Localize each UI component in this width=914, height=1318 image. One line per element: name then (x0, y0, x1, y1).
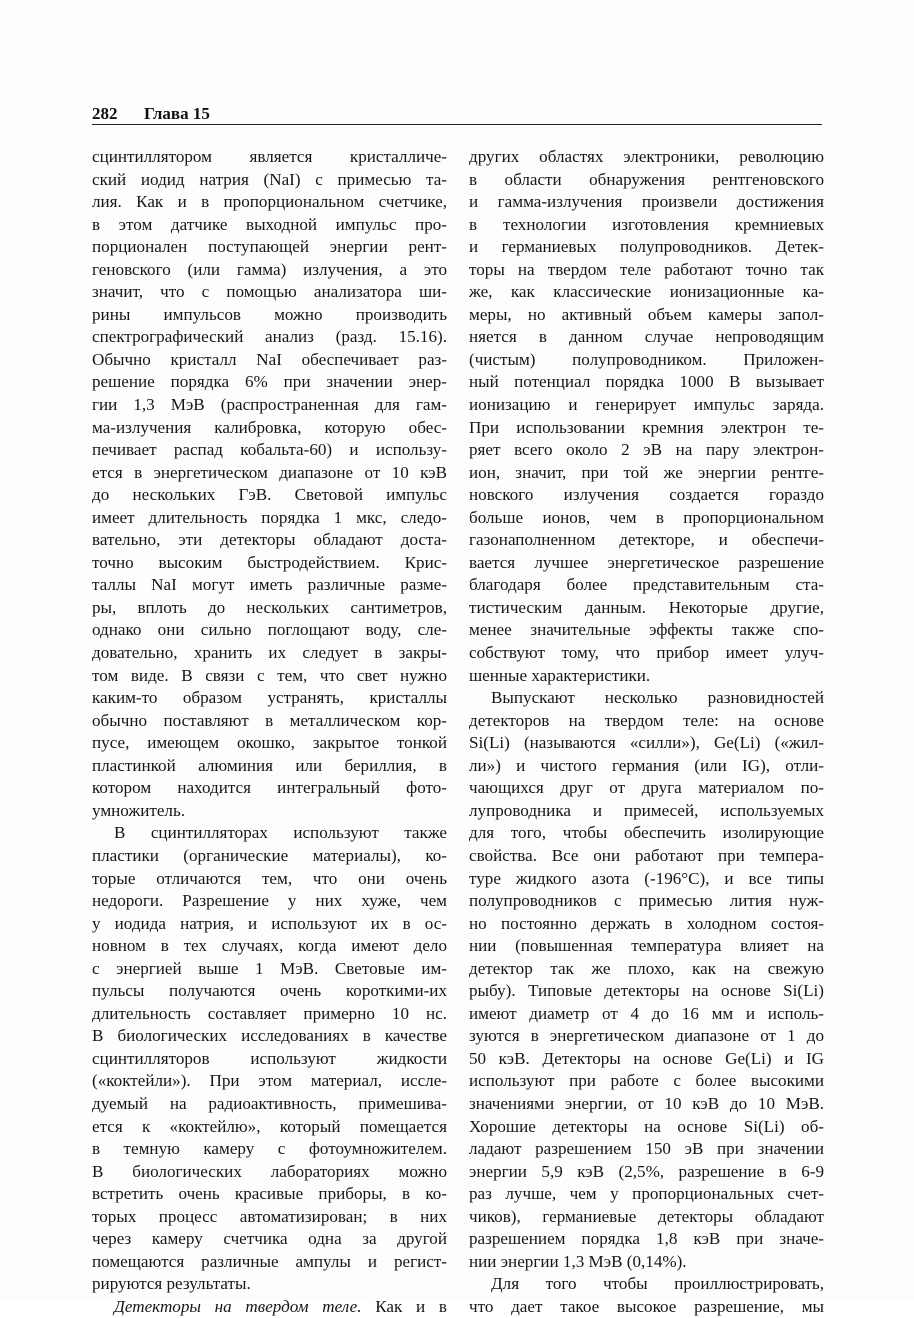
text-line: используют при работе с более высокими (469, 1071, 824, 1091)
text-line: довательно, хранить их следует в закры- (92, 643, 447, 663)
text-line: нии энергии 1,3 МэВ (0,14%). (469, 1251, 687, 1271)
left-column (92, 146, 447, 1318)
text-line: в технологии изготовления кремниевых (469, 214, 824, 234)
text-line: значениями энергии, от 10 кэВ до 10 МэВ. (469, 1093, 824, 1113)
text-line: пластики (органические материалы), ко- (92, 845, 447, 865)
text-line: шенные характеристики. (469, 665, 651, 685)
text-line: Si(Li) (называются «силли»), Ge(Li) («жил- (469, 733, 824, 753)
text-line: недороги. Разрешение у них хуже, чем (92, 891, 447, 911)
text-line: через камеру счетчика одна за другой (92, 1229, 447, 1249)
text-line: умножитель. (92, 800, 186, 820)
text-line: 50 кэВ. Детекторы на основе Ge(Li) и IG (469, 1048, 824, 1068)
text-line: дуемый на радиоактивность, примешива- (92, 1093, 447, 1113)
text-line: полупроводников с примесью лития нуж- (469, 891, 824, 911)
text-line: Хорошие детекторы на основе Si(Li) об- (469, 1116, 824, 1136)
text-line: торы на твердом теле работают точно так (469, 259, 824, 279)
text-line: но постоянно держать в холодном состоя- (469, 913, 824, 933)
text-line: торых процесс автоматизирован; в них (92, 1206, 447, 1226)
text-line: ладают разрешением 150 эВ при значении (469, 1139, 824, 1159)
text-line: встретить очень красивые приборы, в ко- (92, 1184, 447, 1204)
section-lead-italic: Детекторы на твердом теле. (114, 1296, 362, 1316)
text-line: меры, но активный объем камеры запол- (469, 304, 824, 324)
text-line: в области обнаружения рентгеновского (469, 169, 824, 189)
text-line: ется в энергетическом диапазоне от 10 кэВ (92, 462, 447, 482)
text-line: благодаря более представительным ста- (469, 575, 824, 595)
text-line: детекторов на твердом теле: на основе (469, 710, 824, 730)
text-line: ный потенциал порядка 1000 В вызывает (469, 372, 824, 392)
text-line: торые отличаются тем, что они очень (92, 868, 447, 888)
text-line: однако они сильно поглощают воду, сле- (92, 620, 447, 640)
text-line: рируются результаты. (92, 1274, 251, 1294)
text-line: пусе, имеющем окошко, закрытое тонкой (92, 733, 447, 753)
text-line: тистическим данным. Некоторые другие, (469, 597, 824, 617)
text-line: ряет всего около 2 эВ на пару электрон- (469, 440, 824, 460)
text-line: туре жидкого азота (-196°С), и все типы (469, 868, 824, 888)
text-line: помещаются различные ампулы и регист- (92, 1251, 447, 1271)
text-line: же, как классические ионизационные ка- (469, 282, 824, 302)
text-line: других областях электроники, революцию (469, 147, 824, 166)
text-line: ионизацию и генерирует импульс заряда. (469, 395, 824, 415)
text-line: Обычно кристалл NaI обеспечивает раз- (92, 349, 447, 369)
text-line: няется в данном случае непроводящим (469, 327, 824, 347)
text-line: рины импульсов можно производить (92, 304, 447, 324)
text-line: сцинтилляторов используют жидкости (92, 1048, 447, 1068)
text-line: ры, вплоть до нескольких сантиметров, (92, 597, 447, 617)
text-line: у иодида натрия, и используют их в ос- (92, 913, 447, 933)
text-line: ется к «коктейлю», который помещается (92, 1116, 447, 1136)
text-line: до нескольких ГэВ. Световой импульс (92, 485, 447, 505)
text-line: больше ионов, чем в пропорциональном (469, 507, 824, 527)
text-line: разрешением порядка 1,8 кэВ при значе- (469, 1229, 824, 1249)
text-line: нии (повышенная температура влияет на (469, 936, 824, 956)
text-line: каким-то образом устранять, кристаллы (92, 688, 447, 708)
text-line: раз лучше, чем у пропорциональных счет- (469, 1184, 824, 1204)
text-line: чающихся друг от друга материалом по- (469, 778, 824, 798)
text-line: и германиевых полупроводников. Детек- (469, 237, 824, 257)
header-rule (92, 124, 822, 125)
text-line: Для того чтобы проиллюстрировать, (491, 1274, 824, 1294)
text-line: геновского (или гамма) излучения, а это (92, 259, 447, 279)
text-line: (чистым) полупроводником. Приложен- (469, 349, 824, 369)
text-line: новном в тех случаях, когда имеют дело (92, 936, 447, 956)
text-line: рыбу). Типовые детекторы на основе Si(Li) (469, 981, 824, 1001)
text-line: чиков), германиевые детекторы обладают (469, 1206, 824, 1226)
text-line: В сцинтилляторах используют также (114, 823, 447, 843)
right-column (469, 146, 824, 1318)
text-line: котором находится интегральный фото- (92, 778, 447, 798)
section-lead-rest: Как и в (361, 1296, 447, 1316)
text-line: ский иодид натрия (NaI) с примесью та- (92, 169, 447, 189)
text-line: гии 1,3 МэВ (распространенная для гам- (92, 395, 447, 415)
text-line: для того, чтобы обеспечить изолирующие (469, 823, 824, 843)
text-line: порционален поступающей энергии рент- (92, 237, 447, 257)
text-line: ли») и чистого германия (или IG), отли- (469, 755, 824, 775)
text-line: лия. Как и в пропорциональном счетчике, (92, 192, 447, 212)
text-line: В биологических исследованиях в качестве (92, 1026, 447, 1046)
text-line: вается лучшее энергетическое разрешение (469, 552, 824, 572)
section-lead-line (92, 1296, 447, 1318)
text-line: пластинкой алюминия или бериллия, в (92, 755, 447, 775)
text-line: Выпускают несколько разновидностей (491, 688, 824, 708)
text-line: в темную камеру с фотоумножителем. (92, 1139, 447, 1159)
text-line: пульсы получаются очень короткими-их (92, 981, 447, 1001)
text-line: и гамма-излучения произвели достижения (469, 192, 824, 212)
text-line: При использовании кремния электрон те- (469, 417, 824, 437)
text-line: решение порядка 6% при значении энер- (92, 372, 447, 392)
text-line: в этом датчике выходной импульс про- (92, 214, 447, 234)
chapter-title: Глава 15 (144, 104, 210, 123)
text-line: ма-излучения калибровка, которую обес- (92, 417, 447, 437)
text-line: длительность составляет примерно 10 нс. (92, 1003, 447, 1023)
text-line: сцинтиллятором является кристалличе- (92, 147, 447, 166)
text-line: лупроводника и примесей, используемых (469, 800, 824, 820)
text-line: («коктейли»). При этом материал, иссле- (92, 1071, 447, 1091)
text-line: значит, что с помощью анализатора ши- (92, 282, 447, 302)
text-line: спектрографический анализ (разд. 15.16). (92, 327, 447, 347)
text-line: вательно, эти детекторы обладают доста- (92, 530, 447, 550)
text-line: имеют диаметр от 4 до 16 мм и исполь- (469, 1003, 824, 1023)
text-line: зуются в энергетическом диапазоне от 1 до (469, 1026, 824, 1046)
text-line: обычно поставляют в металлическом кор- (92, 710, 447, 730)
text-line: что дает такое высокое разрешение, мы (469, 1296, 824, 1316)
page-number: 282 (92, 104, 118, 123)
text-line: таллы NaI могут иметь различные разме- (92, 575, 447, 595)
text-line: имеет длительность порядка 1 мкс, следо- (92, 507, 447, 527)
text-line: газонаполненном детекторе, и обеспечи- (469, 530, 824, 550)
running-header (92, 104, 822, 126)
text-line: ион, значит, при той же энергии рентге- (469, 462, 824, 482)
text-line: собствуют тому, что прибор имеет улуч- (469, 643, 824, 663)
text-line: энергии 5,9 кэВ (2,5%, разрешение в 6-9 (469, 1161, 824, 1181)
text-line: В биологических лабораториях можно (92, 1161, 447, 1181)
text-line: печивает распад кобальта-60) и использу- (92, 440, 447, 460)
text-line: точно высоким быстродействием. Крис- (92, 552, 447, 572)
text-line: том виде. В связи с тем, что свет нужно (92, 665, 447, 685)
text-line: свойства. Все они работают при темпера- (469, 845, 824, 865)
text-line: новского излучения создается гораздо (469, 485, 824, 505)
text-line: менее значительные эффекты также спо- (469, 620, 824, 640)
text-line: детектор так же плохо, как на свежую (469, 958, 824, 978)
text-line: с энергией выше 1 МэВ. Световые им- (92, 958, 447, 978)
